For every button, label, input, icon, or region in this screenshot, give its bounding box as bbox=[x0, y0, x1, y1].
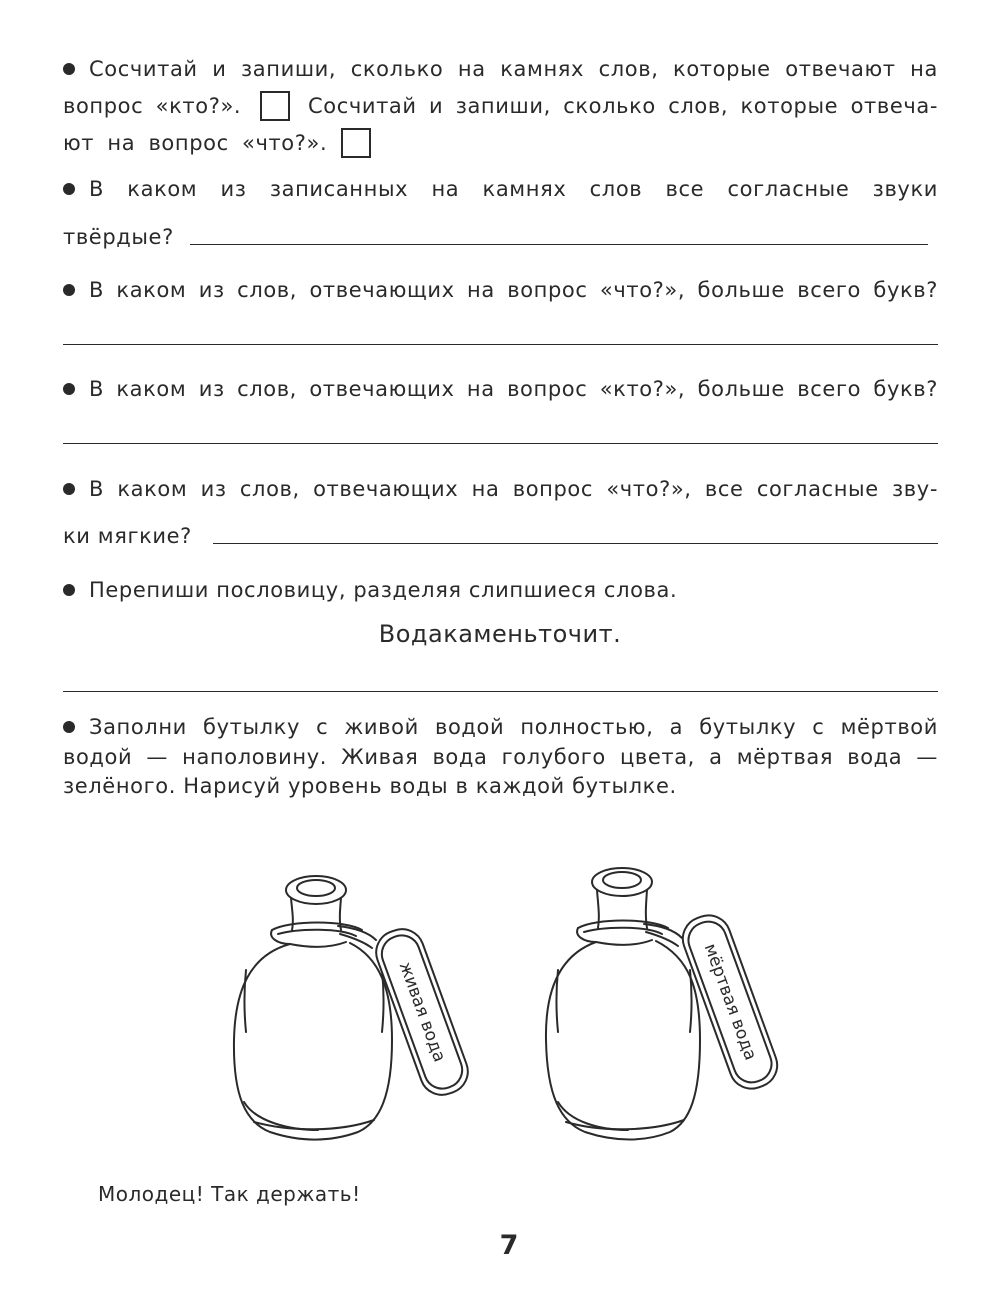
bullet-icon bbox=[63, 721, 75, 733]
task-count-line1: Сосчитай и запиши, сколько на камнях слов, которые отвечают на bbox=[63, 55, 938, 83]
living-water-tag bbox=[370, 923, 474, 1101]
page-number: 7 bbox=[499, 1230, 519, 1261]
task-hard-line2: твёрдые? bbox=[63, 225, 174, 249]
bullet-icon bbox=[63, 63, 75, 75]
task-proverb: Перепиши пословицу, разделяя слипшиеся слова. bbox=[63, 576, 677, 604]
closing-text: Молодец! Так держать! bbox=[98, 1182, 361, 1206]
living-water-label: живая вода bbox=[394, 959, 450, 1065]
bullet-icon bbox=[63, 584, 75, 596]
dead-water-tag bbox=[677, 909, 784, 1095]
answer-line-most-who[interactable] bbox=[63, 443, 938, 444]
task-bottles-line1: Заполни бутылку с живой водой полностью, а бутылку с мёртвой bbox=[63, 713, 938, 741]
answer-box-who[interactable] bbox=[260, 91, 290, 121]
dead-water-bottle[interactable] bbox=[546, 868, 700, 1140]
answer-line-hard[interactable] bbox=[190, 244, 928, 245]
dead-water-label: мёртвая вода bbox=[699, 940, 761, 1064]
bullet-icon bbox=[63, 383, 75, 395]
answer-line-soft[interactable] bbox=[213, 543, 938, 544]
living-water-bottle[interactable] bbox=[234, 876, 392, 1140]
answer-box-what[interactable] bbox=[341, 128, 371, 158]
task-soft-line2: ки мягкие? bbox=[63, 524, 192, 548]
task-bottles-line3: зелёного. Нарисуй уровень воды в каждой бутылке. bbox=[63, 774, 677, 798]
answer-line-most-what[interactable] bbox=[63, 344, 938, 345]
task-count-line2: вопрос «кто?». Сосчитай и запиши, сколько слов, которые отвеча- bbox=[63, 91, 938, 121]
task-soft-line1: В каком из слов, отвечающих на вопрос «что?», все согласные зву- bbox=[63, 475, 938, 503]
bullet-icon bbox=[63, 284, 75, 296]
task-most-who: В каком из слов, отвечающих на вопрос «кто?», больше всего букв? bbox=[63, 375, 938, 403]
task-most-what: В каком из слов, отвечающих на вопрос «что?», больше всего букв? bbox=[63, 276, 938, 304]
bottles-illustration bbox=[0, 840, 1000, 1160]
answer-line-proverb[interactable] bbox=[63, 691, 938, 692]
task-hard-line1: В каком из записанных на камнях слов все согласные звуки bbox=[63, 175, 938, 203]
bullet-icon bbox=[63, 183, 75, 195]
task-bottles-line2: водой — наполовину. Живая вода голубого цвета, а мёртвая вода — bbox=[63, 745, 938, 769]
proverb-text: Водакаменьточит. bbox=[378, 620, 622, 648]
bullet-icon bbox=[63, 483, 75, 495]
task-count-line3: ют на вопрос «что?». bbox=[63, 128, 938, 158]
